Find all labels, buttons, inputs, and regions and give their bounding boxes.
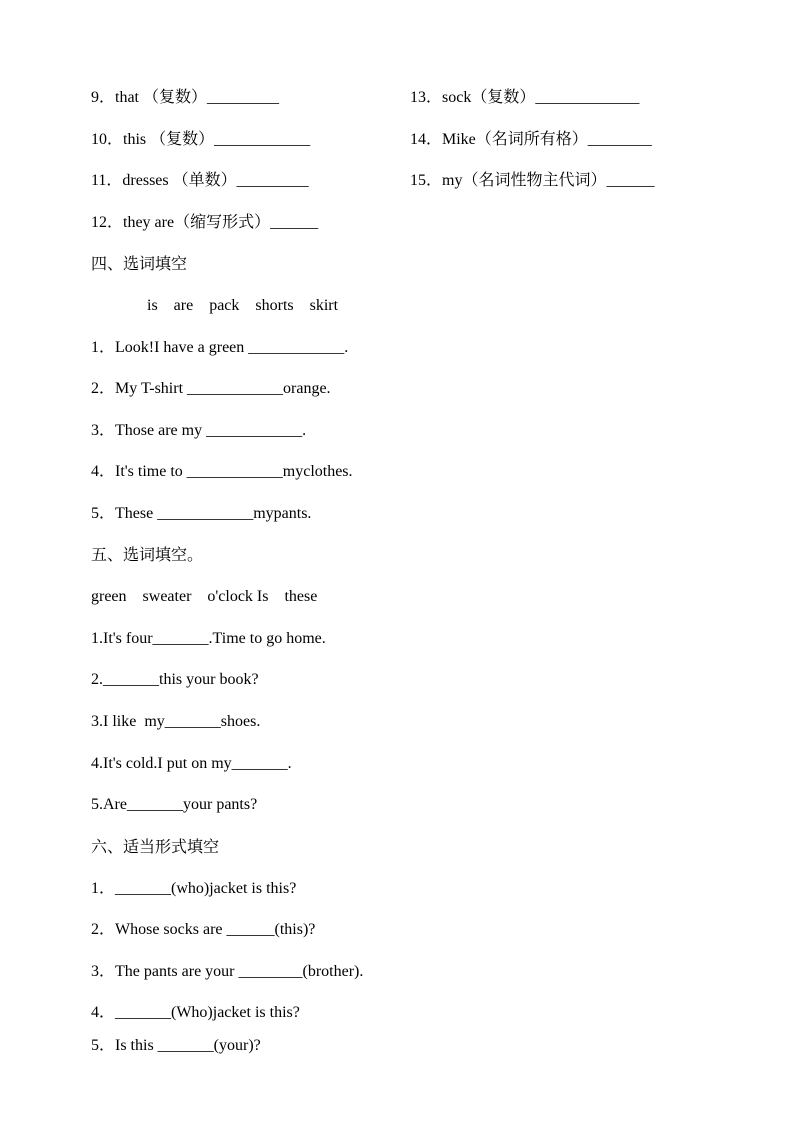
s6-item-1: 1．_______(who)jacket is this? <box>91 880 297 897</box>
s4-item-2: 2．My T-shirt ____________orange. <box>91 380 331 397</box>
s3-item-14: 14．Mike（名词所有格）________ <box>410 131 652 148</box>
s3-item-11: 11．dresses （单数）_________ <box>91 172 309 189</box>
section4-wordbank: is are pack shorts skirt <box>147 297 339 314</box>
s3-item-9: 9．that （复数）_________ <box>91 89 279 106</box>
section5-heading: 五、选词填空。 <box>91 545 204 564</box>
s5-item-5: 5.Are_______your pants? <box>91 796 258 813</box>
s5-item-1: 1.It's four_______.Time to go home. <box>91 630 326 647</box>
s4-item-4: 4．It's time to ____________myclothes. <box>91 463 353 480</box>
s6-item-3: 3．The pants are your ________(brother). <box>91 963 364 980</box>
s4-item-1: 1．Look!I have a green ____________. <box>91 339 349 356</box>
section4-heading: 四、选词填空 <box>91 254 188 273</box>
section6-heading: 六、适当形式填空 <box>91 837 220 856</box>
s6-item-2: 2．Whose socks are ______(this)? <box>91 921 316 938</box>
s5-item-3: 3.I like my_______shoes. <box>91 713 261 730</box>
s6-item-4: 4．_______(Who)jacket is this? <box>91 1004 300 1021</box>
s3-item-13: 13．sock（复数）_____________ <box>410 89 640 106</box>
s3-item-10: 10．this （复数）____________ <box>91 131 311 148</box>
s6-item-5: 5．Is this _______(your)? <box>91 1037 261 1054</box>
s5-item-4: 4.It's cold.I put on my_______. <box>91 755 292 772</box>
s3-item-15: 15．my（名词性物主代词）______ <box>410 172 655 189</box>
s4-item-3: 3．Those are my ____________. <box>91 422 307 439</box>
s3-item-12: 12．they are（缩写形式）______ <box>91 214 319 231</box>
section5-wordbank: green sweater o'clock Is these <box>91 588 318 605</box>
s5-item-2: 2._______this your book? <box>91 671 259 688</box>
s4-item-5: 5．These ____________mypants. <box>91 505 312 522</box>
